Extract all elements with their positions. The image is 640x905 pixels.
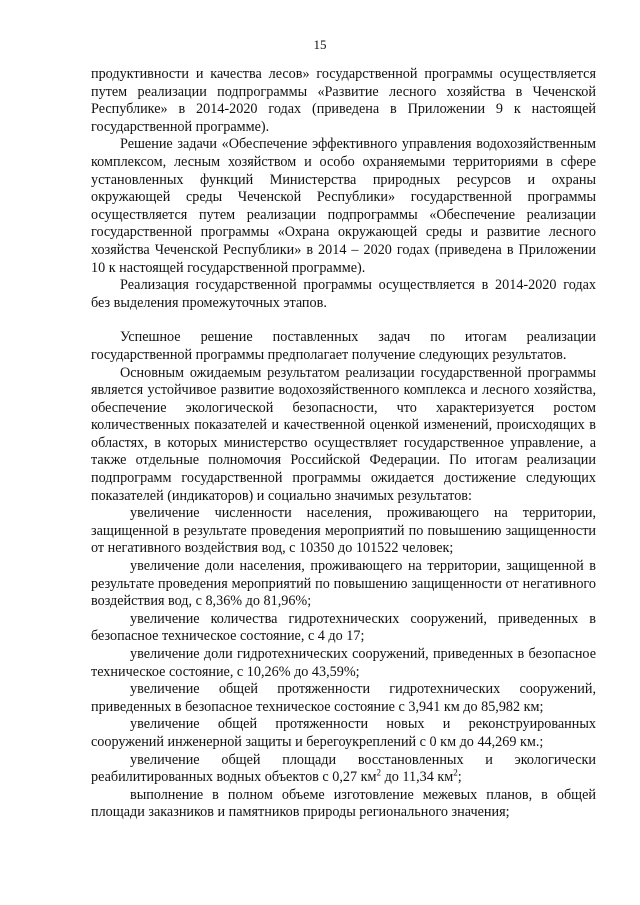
paragraph-management-task: Решение задачи «Обеспечение эффективного управления водохозяйственным комплексом, лесным хозяйством и особо охраняемыми территориями в сфере установленных функций Министерства природных ресурсов и охраны окружающей среды Чеченской Республики» государственной программы осуществляется путем реализации подпрограммы «Обеспечение реализации государственной программы «Охрана окружающей среды и развитие лесного хозяйства Чеченской Республики» в 2014 – 2020 годах (приведена в Приложении 10 к настоящей государственной программе). [91,136,596,276]
paragraph-forest-subprogram: продуктивности и качества лесов» государственной программы осуществляется путем реализации подпрограммы «Развитие лесного хозяйства в Чеченской Республике» в 2014-2020 годах (приведена в Приложении 9 к настоящей государственной программе). [91,66,596,135]
superscript-2: 2 [453,767,458,778]
paragraph-implementation-period: Реализация государственной программы осуществляется в 2014-2020 годах без выделения промежуточных этапов. [91,277,596,311]
result-item: увеличение доли гидротехнических сооружений, приведенных в безопасное техническое состояние, с 10,26% до 43,59%; [91,646,596,680]
paragraph-main-result: Основным ожидаемым результатом реализации государственной программы является устойчивое развитие водохозяйственного комплекса и лесного хозяйства, обеспечение экологической безопасности, что характеризуется ростом количественных показателей и качественной оценкой изменений, происходящих в областях, в которых министерство осуществляет государственное управление, а также отдельные полномочия Российской Федерации. По итогам реализации подпрограмм государственной программы ожидается достижение следующих показателей (индикаторов) и социально значимых результатов: [91,364,596,504]
result-area-end: ; [457,769,462,786]
page-number: 15 [313,37,327,52]
result-item-water-area [91,752,596,787]
paragraph-expected-results-intro: Успешное решение поставленных задач по итогам реализации государственной программы предполагает получение следующих результатов. [91,329,596,363]
document-body [91,66,596,822]
result-item: увеличение количества гидротехнических сооружений, приведенных в безопасное техническое состояние, с 4 до 17; [91,610,596,645]
superscript-2: 2 [376,767,382,778]
result-item: увеличение доли населения, проживающего на территории, защищенной в результате проведения мероприятий по повышению защищенности от негативного воздействия вод, с 8,36% до 81,96%; [91,558,596,610]
result-area-text: увеличение общей площади восстановленных и экологически реабилитированных водных объектов с 0,27 км [91,751,596,786]
result-item: выполнение в полном объеме изготовление межевых планов, в общей площади заказников и памятников природы регионального значения; [91,786,596,821]
result-item: увеличение общей протяженности новых и реконструированных сооружений инженерной защиты и берегоукреплений с 0 км до 44,269 км.; [91,716,596,750]
result-item: увеличение численности населения, проживающего на территории, защищенной в результате проведения мероприятий по повышению защищенности от негативного воздействия вод, с 10350 до 101522 человек; [91,505,596,557]
result-area-middle: до 11,34 км [381,769,454,786]
result-item: увеличение общей протяженности гидротехнических сооружений, приведенных в безопасное техническое состояние с 3,941 км до 85,982 км; [91,681,596,715]
